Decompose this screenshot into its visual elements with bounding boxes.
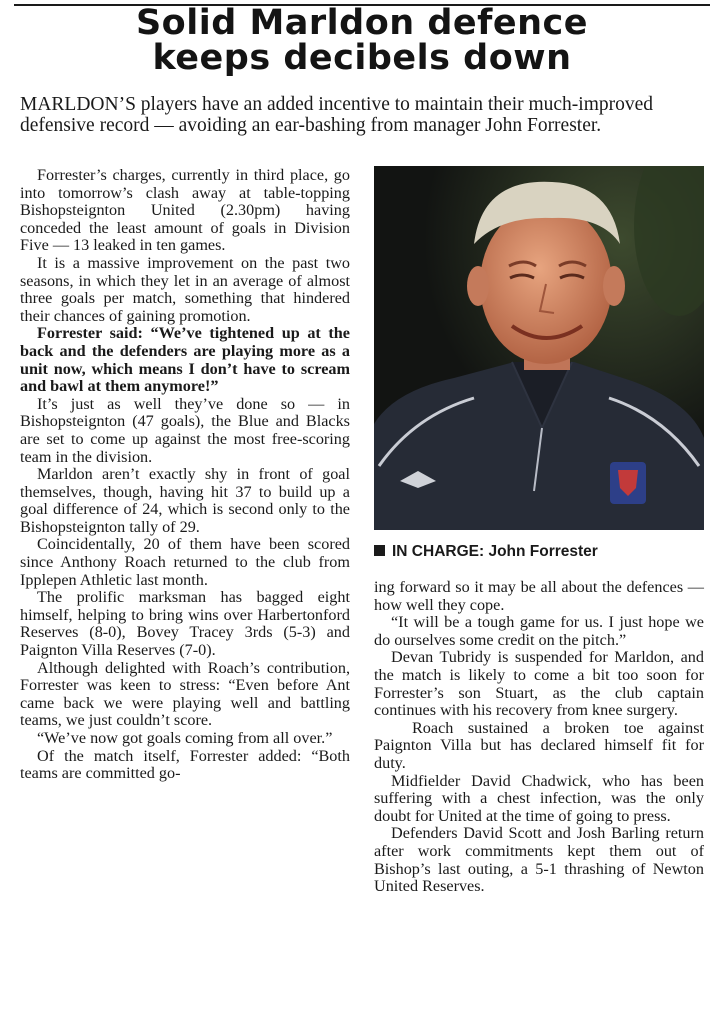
- article-column-1: [20, 167, 350, 783]
- headline-line-2: keeps decibels down: [152, 38, 572, 78]
- paragraph: It’s just as well they’ve done so — in Bishopsteignton (47 goals), the Blue and Blacks are set to come up against the most free-scoring team in the division.: [20, 394, 350, 466]
- paragraph: “It will be a tough game for us. I just hope we do ourselves some credit on the pitch.”: [374, 613, 704, 649]
- paragraph: Marldon aren’t exactly shy in front of goal themselves, though, having hit 37 to build up a goal difference of 24, which is second only to the Bishopsteignton tally of 29.: [20, 465, 350, 536]
- headline-line-1: Solid Marldon defence: [135, 3, 589, 43]
- headline: [0, 3, 724, 78]
- standfirst: MARLDON’S players have an added incentive to maintain their much-improved defensive record — avoiding an ear-bashing from manager John Forrester.: [20, 94, 654, 136]
- photo-caption: [374, 543, 598, 561]
- manager-portrait-illustration: [374, 166, 704, 530]
- paragraph: Forrester’s charges, currently in third place, go into tomorrow’s clash away at table-topping Bishopsteignton United (2.30pm) having conceded the least amount of goals in Division Five — 13 leaked in ten games.: [20, 166, 350, 255]
- paragraph: Defenders David Scott and Josh Barling return after work commitments kept them out of Bishop’s last outing, a 5-1 thrashing of Newton United Reserves.: [374, 824, 704, 896]
- paragraph: Coincidentally, 20 of them have been scored since Anthony Roach returned to the club from Ipplepen Athletic last month.: [20, 535, 350, 589]
- paragraph: ing forward so it may be all about the defences — how well they cope.: [374, 578, 704, 614]
- paragraph: The prolific marksman has bagged eight himself, helping to bring wins over Harbertonford Reserves (8-0), Bovey Tracey 3rds (5-3) and Paignton Villa Reserves (7-0).: [20, 588, 350, 660]
- caption-name: John Forrester: [488, 543, 598, 560]
- paragraph: Although delighted with Roach’s contribution, Forrester was keen to stress: “Even before Ant came back we were playing well and battling teams, we just couldn’t score.: [20, 658, 350, 730]
- caption-bullet-icon: [374, 545, 385, 556]
- paragraph: It is a massive improvement on the past two seasons, in which they let in an average of almost three goals per match, something that hindered their chances of gaining promotion.: [20, 253, 350, 325]
- caption-label: IN CHARGE:: [392, 543, 485, 560]
- manager-photo: [374, 166, 704, 530]
- paragraph: Midfielder David Chadwick, who has been suffering with a chest infection, was the only doubt for United at the time of going to press.: [374, 771, 704, 825]
- paragraph: Of the match itself, Forrester added: “Both teams are committed go-: [20, 746, 350, 783]
- paragraph: “We’ve now got goals coming from all over.”: [37, 729, 333, 747]
- quote-paragraph: Forrester said: “We’ve tightened up at the back and the defenders are playing more as a unit now, which means I don’t have to scream and bawl at them anymore!”: [20, 324, 350, 396]
- paragraph: Devan Tubridy is suspended for Marldon, and the match is likely to come a bit too soon for Forrester’s son Stuart, as the club captain continues with his recovery from knee surgery.: [374, 648, 704, 720]
- paragraph: Roach sustained a broken toe against Paignton Villa but has declared himself fit for duty.: [374, 718, 704, 772]
- article-column-2: [374, 579, 704, 896]
